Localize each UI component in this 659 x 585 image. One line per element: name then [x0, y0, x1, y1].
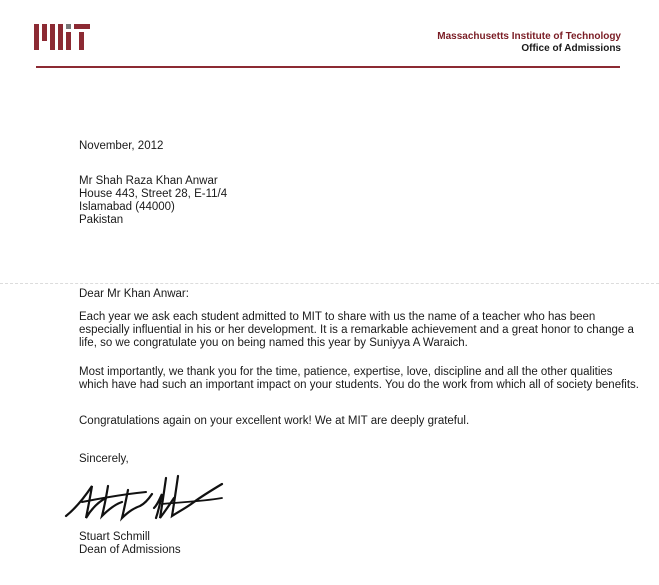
body-paragraph-2: Most importantly, we thank you for the time, patience, expertise, love, discipline and all the other qualities which have had such an important impact on your students. You do the work from which all of society benefits.: [79, 366, 639, 391]
signature: [62, 468, 232, 528]
fold-line: [0, 283, 659, 284]
institution-name: Massachusetts Institute of Technology: [437, 31, 621, 42]
recipient-country: Pakistan: [79, 214, 124, 226]
body-paragraph-1: Each year we ask each student admitted to MIT to share with us the name of a teacher who has been especially influential in his or her development. It is a remarkable achievement and a great honor to change a life, so we congratulate you on being named this year by Suniyya A Waraich.: [79, 311, 634, 349]
institution-header: [437, 31, 621, 55]
signer-title: Dean of Admissions: [79, 544, 181, 556]
letter-date: November, 2012: [79, 140, 164, 152]
salutation: Dear Mr Khan Anwar:: [79, 288, 189, 300]
signer-name: Stuart Schmill: [79, 531, 150, 543]
office-name: Office of Admissions: [521, 43, 621, 54]
mit-logo: [34, 22, 90, 50]
letterhead-rule: [36, 66, 620, 68]
recipient-address-line1: House 443, Street 28, E-11/4: [79, 188, 228, 200]
body-paragraph-3: Congratulations again on your excellent work! We at MIT are deeply grateful.: [79, 415, 470, 427]
recipient-address-line2: Islamabad (44000): [79, 201, 175, 213]
closing: Sincerely,: [79, 453, 129, 465]
recipient-name: Mr Shah Raza Khan Anwar: [79, 175, 218, 187]
